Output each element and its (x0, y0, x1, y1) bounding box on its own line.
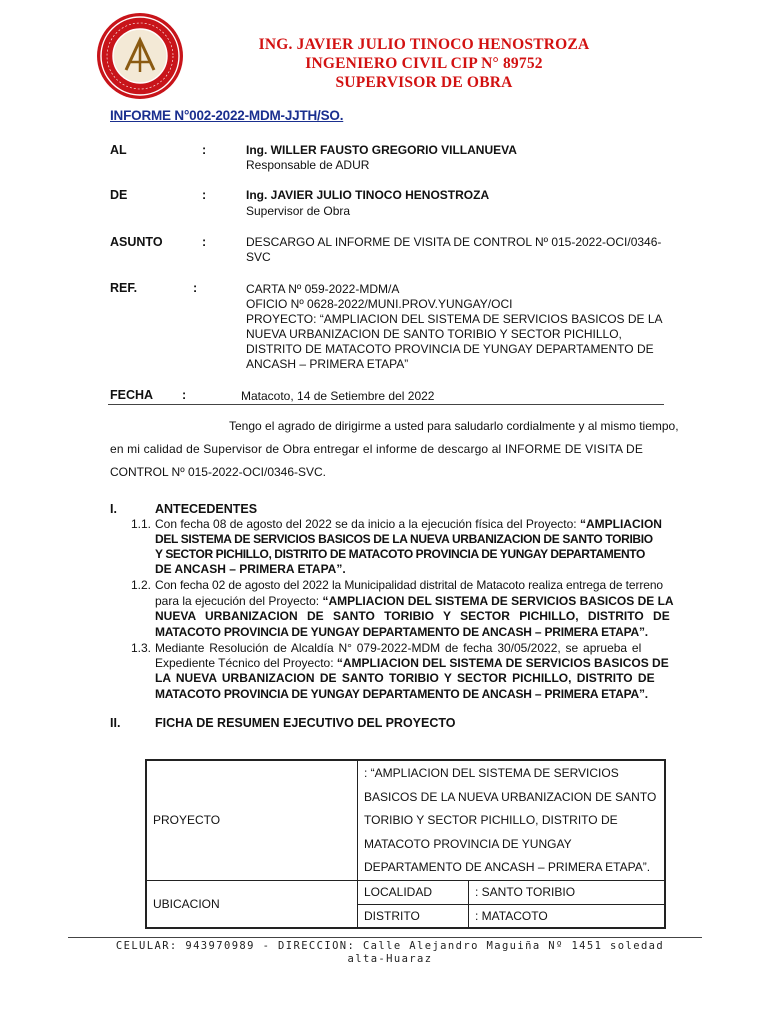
section-title: FICHA DE RESUMEN EJECUTIVO DEL PROYECTO (155, 716, 456, 730)
asunto-colon: : (202, 235, 207, 249)
asunto-label: ASUNTO (110, 235, 163, 249)
proyecto-line: TORIBIO Y SECTOR PICHILLO, DISTRITO DE (364, 813, 618, 827)
item-line: Con fecha 02 de agosto del 2022 la Municipalidad distrital de Matacoto realiza entrega de terreno (155, 578, 663, 592)
ubicacion-label: UBICACION (153, 896, 220, 911)
fecha-colon: : (182, 388, 187, 402)
item-line: Y SECTOR PICHILLO, DISTRITO DE MATACOTO PROVINCIA DE YUNGAY DEPARTAMENTO (155, 547, 645, 561)
ref-label: REF. (110, 281, 138, 295)
header-role: SUPERVISOR DE OBRA (335, 74, 513, 91)
asunto-line: SVC (246, 250, 271, 264)
informe-number: INFORME N°002-2022-MDM-JJTH/SO. (110, 108, 344, 123)
ref-line: ANCASH – PRIMERA ETAPA” (246, 357, 409, 371)
asunto-line: DESCARGO AL INFORME DE VISITA DE CONTROL Nº 015-2022-OCI/0346- (246, 235, 662, 249)
footer-contact (110, 940, 670, 966)
ref-line: OFICIO Nº 0628-2022/MUNI.PROV.YUNGAY/OCI (246, 297, 513, 311)
al-name: Ing. WILLER FAUSTO GREGORIO VILLANUEVA (246, 143, 517, 157)
ficha-table (145, 759, 666, 929)
item-line: DEL SISTEMA DE SERVICIOS BASICOS DE LA NUEVA URBANIZACION DE SANTO TORIBIO (155, 532, 653, 546)
item-line: Expediente Técnico del Proyecto: “AMPLIACION DEL SISTEMA DE SERVICIOS BASICOS DE (155, 656, 669, 670)
section-title: ANTECEDENTES (155, 502, 258, 516)
footer-line: CELULAR: 943970989 - DIRECCION: Calle Alejandro Maguiña Nº 1451 soledad (115, 940, 665, 952)
footer-divider (68, 937, 702, 938)
header-name: ING. JAVIER JULIO TINOCO HENOSTROZA (258, 36, 590, 53)
localidad-label: LOCALIDAD (364, 885, 433, 899)
proyecto-label-cell (146, 760, 358, 880)
ref-line: DISTRITO DE MATACOTO PROVINCIA DE YUNGAY DEPARTAMENTO DE (246, 342, 654, 356)
item-line: LA NUEVA URBANIZACION DE SANTO TORIBIO Y SECTOR PICHILLO, DISTRITO DE (155, 671, 655, 685)
de-label: DE (110, 188, 128, 202)
item-line: Con fecha 08 de agosto del 2022 se da inicio a la ejecución física del Proyecto: “AMPLIACION (155, 517, 662, 531)
proyecto-line: : “AMPLIACION DEL SISTEMA DE SERVICIOS (364, 766, 619, 780)
ubicacion-label-cell (146, 880, 358, 928)
section-number: II. (110, 716, 121, 730)
intro-line: en mi calidad de Supervisor de Obra entregar el informe de descargo al INFORME DE VISITA DE (110, 442, 643, 456)
item-number: 1.2. (131, 578, 152, 592)
proyecto-value-cell (358, 760, 666, 880)
fecha-value: Matacoto, 14 de Setiembre del 2022 (241, 389, 435, 403)
distrito-label: DISTRITO (364, 908, 420, 923)
proyecto-line: MATACOTO PROVINCIA DE YUNGAY (364, 836, 572, 851)
de-name: Ing. JAVIER JULIO TINOCO HENOSTROZA (246, 188, 490, 202)
al-role: Responsable de ADUR (246, 158, 370, 172)
item-line: NUEVA URBANIZACION DE SANTO TORIBIO Y SECTOR PICHILLO, DISTRITO DE (155, 609, 670, 623)
localidad-value: : SANTO TORIBIO (475, 885, 576, 899)
table-row (146, 760, 665, 880)
intro-line: CONTROL Nº 015-2022-OCI/0346-SVC. (110, 465, 327, 479)
ref-line: NUEVA URBANIZACION DE SANTO TORIBIO Y SECTOR PICHILLO, (246, 327, 622, 341)
ref-line: CARTA Nº 059-2022-MDM/A (246, 282, 400, 296)
al-colon: : (202, 143, 207, 157)
distrito-value: : MATACOTO (475, 908, 548, 923)
item-line: Mediante Resolución de Alcaldía N° 079-2022-MDM de fecha 30/05/2022, se aprueba el (155, 641, 642, 655)
fecha-divider (108, 404, 664, 405)
ref-colon: : (193, 281, 198, 295)
header-cip: INGENIERO CIVIL CIP N° 89752 (305, 55, 543, 72)
item-line: DE ANCASH – PRIMERA ETAPA”. (155, 562, 346, 576)
ref-line: PROYECTO: “AMPLIACION DEL SISTEMA DE SERVICIOS BASICOS DE LA (246, 312, 663, 326)
de-role: Supervisor de Obra (246, 204, 351, 218)
al-label: AL (110, 143, 127, 157)
distrito-label-cell (358, 904, 469, 928)
de-colon: : (202, 188, 207, 202)
intro-line: Tengo el agrado de dirigirme a usted para saludarlo cordialmente y al mismo tiempo, (229, 419, 679, 433)
proyecto-line: BASICOS DE LA NUEVA URBANIZACION DE SANTO (364, 789, 657, 804)
item-line: MATACOTO PROVINCIA DE YUNGAY DEPARTAMENTO DE ANCASH – PRIMERA ETAPA”. (155, 625, 648, 639)
distrito-value-cell (469, 904, 666, 928)
table-row (146, 880, 665, 904)
section-number: I. (110, 502, 117, 516)
item-number: 1.1. (131, 517, 152, 531)
fecha-label: FECHA (110, 388, 154, 402)
proyecto-line: DEPARTAMENTO DE ANCASH – PRIMERA ETAPA”. (364, 860, 651, 874)
localidad-label-cell (358, 880, 469, 904)
footer-line: alta-Huaraz (347, 953, 433, 965)
item-line: para la ejecución del Proyecto: “AMPLIACION DEL SISTEMA DE SERVICIOS BASICOS DE LA (155, 594, 674, 608)
localidad-value-cell (469, 880, 666, 904)
item-number: 1.3. (131, 641, 152, 655)
proyecto-label: PROYECTO (153, 813, 221, 828)
item-line: MATACOTO PROVINCIA DE YUNGAY DEPARTAMENTO DE ANCASH – PRIMERA ETAPA”. (155, 687, 648, 701)
